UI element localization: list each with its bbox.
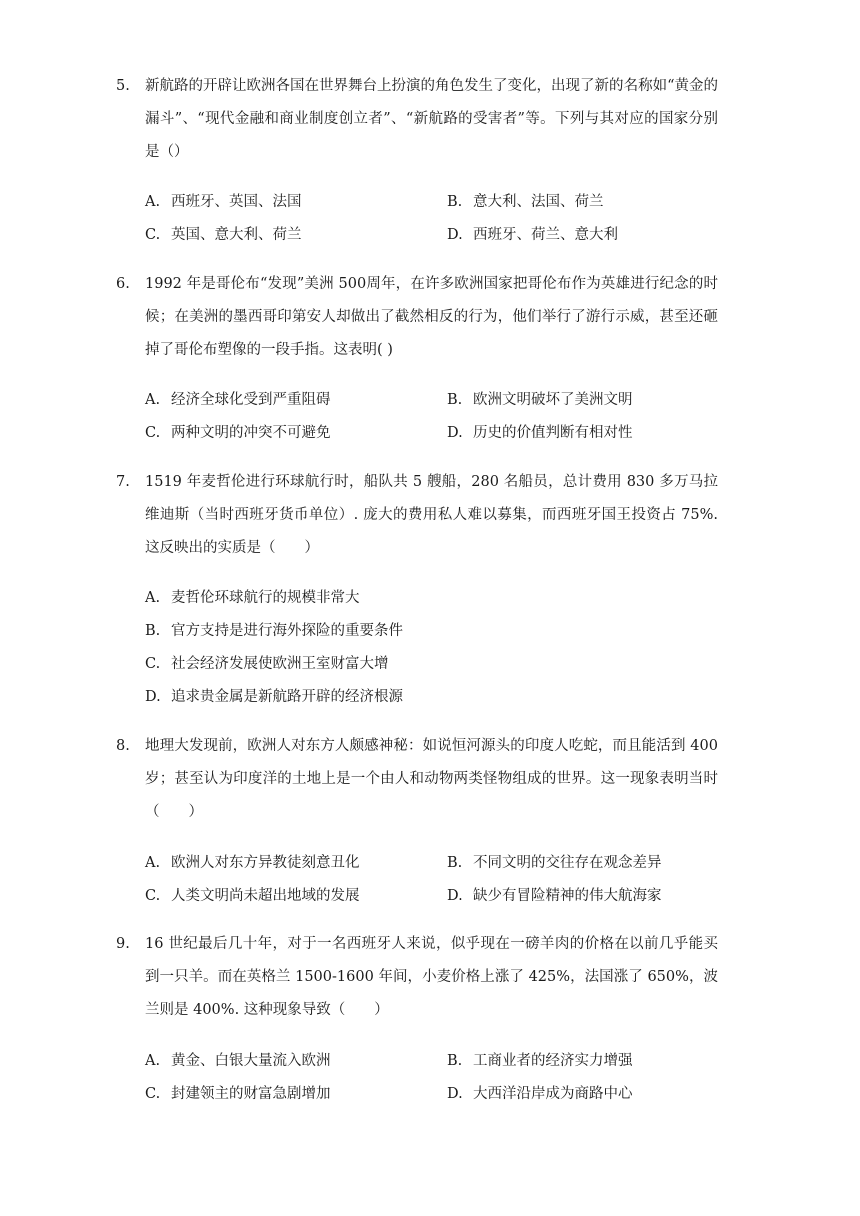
question-number: 5. (116, 78, 130, 94)
option-a[interactable]: A. 麦哲伦环球航行的规模非常大 (145, 590, 360, 606)
option-b[interactable]: B. 意大利、法国、荷兰 (447, 194, 604, 210)
question-number: 6. (116, 276, 130, 292)
question-7 (118, 466, 718, 565)
option-b[interactable]: B. 不同文明的交往存在观念差异 (447, 855, 662, 871)
options-6 (145, 384, 745, 450)
option-c[interactable]: C. 封建领主的财富急剧增加 (145, 1086, 331, 1102)
question-stem: 1519 年麦哲伦进行环球航行时，船队共 5 艘船，280 名船员，总计费用 830 多万马拉维迪斯（当时西班牙货币单位）. 庞大的费用私人难以募集，而西班牙国王投资占 75%. 这反映出的实质是（ ） (145, 474, 718, 556)
option-d[interactable]: D. 西班牙、荷兰、意大利 (447, 227, 618, 243)
question-5 (118, 70, 718, 169)
option-c[interactable]: C. 社会经济发展使欧洲王室财富大增 (145, 656, 389, 672)
question-stem: 16 世纪最后几十年，对于一名西班牙人来说，似乎现在一磅羊肉的价格在以前几乎能买到一只羊。而在英格兰 1500-1600 年间，小麦价格上涨了 425%，法国涨了 650%，波兰则是 400%. 这种现象导致（ ） (145, 936, 718, 1018)
question-stem: 1992 年是哥伦布“发现”美洲 500周年，在许多欧洲国家把哥伦布作为英雄进行纪念的时候；在美洲的墨西哥印第安人却做出了截然相反的行为，他们举行了游行示威，甚至还砸掉了哥伦布塑像的一段手指。这表明( ) (145, 276, 718, 358)
option-c[interactable]: C. 人类文明尚未超出地域的发展 (145, 888, 360, 904)
option-d[interactable]: D. 缺少有冒险精神的伟大航海家 (447, 888, 662, 904)
question-8 (118, 730, 718, 829)
question-6 (118, 268, 718, 367)
question-stem: 新航路的开辟让欧洲各国在世界舞台上扮演的角色发生了变化，出现了新的名称如“黄金的漏斗”、“现代金融和商业制度创立者”、“新航路的受害者”等。下列与其对应的国家分别是（） (145, 78, 718, 160)
option-d[interactable]: D. 历史的价值判断有相对性 (447, 425, 633, 441)
options-5 (145, 186, 745, 252)
option-a[interactable]: A. 欧洲人对东方异教徒刻意丑化 (145, 855, 360, 871)
option-c[interactable]: C. 两种文明的冲突不可避免 (145, 425, 331, 441)
question-number: 7. (116, 474, 130, 490)
option-b[interactable]: B. 官方支持是进行海外探险的重要条件 (145, 623, 403, 639)
option-a[interactable]: A. 西班牙、英国、法国 (145, 194, 302, 210)
question-stem: 地理大发现前，欧洲人对东方人颇感神秘：如说恒河源头的印度人吃蛇，而且能活到 400 岁；甚至认为印度洋的土地上是一个由人和动物两类怪物组成的世界。这一现象表明当时（ ） (145, 738, 718, 820)
option-b[interactable]: B. 欧洲文明破坏了美洲文明 (447, 392, 633, 408)
option-a[interactable]: A. 黄金、白银大量流入欧洲 (145, 1053, 331, 1069)
option-d[interactable]: D. 追求贵金属是新航路开辟的经济根源 (145, 689, 403, 705)
option-c[interactable]: C. 英国、意大利、荷兰 (145, 227, 302, 243)
question-number: 9. (116, 936, 130, 952)
options-9 (145, 1045, 745, 1111)
option-a[interactable]: A. 经济全球化受到严重阻碍 (145, 392, 331, 408)
options-7 (145, 582, 745, 714)
options-8 (145, 847, 745, 913)
option-b[interactable]: B. 工商业者的经济实力增强 (447, 1053, 633, 1069)
question-9 (118, 928, 718, 1027)
question-number: 8. (116, 738, 130, 754)
option-d[interactable]: D. 大西洋沿岸成为商路中心 (447, 1086, 633, 1102)
